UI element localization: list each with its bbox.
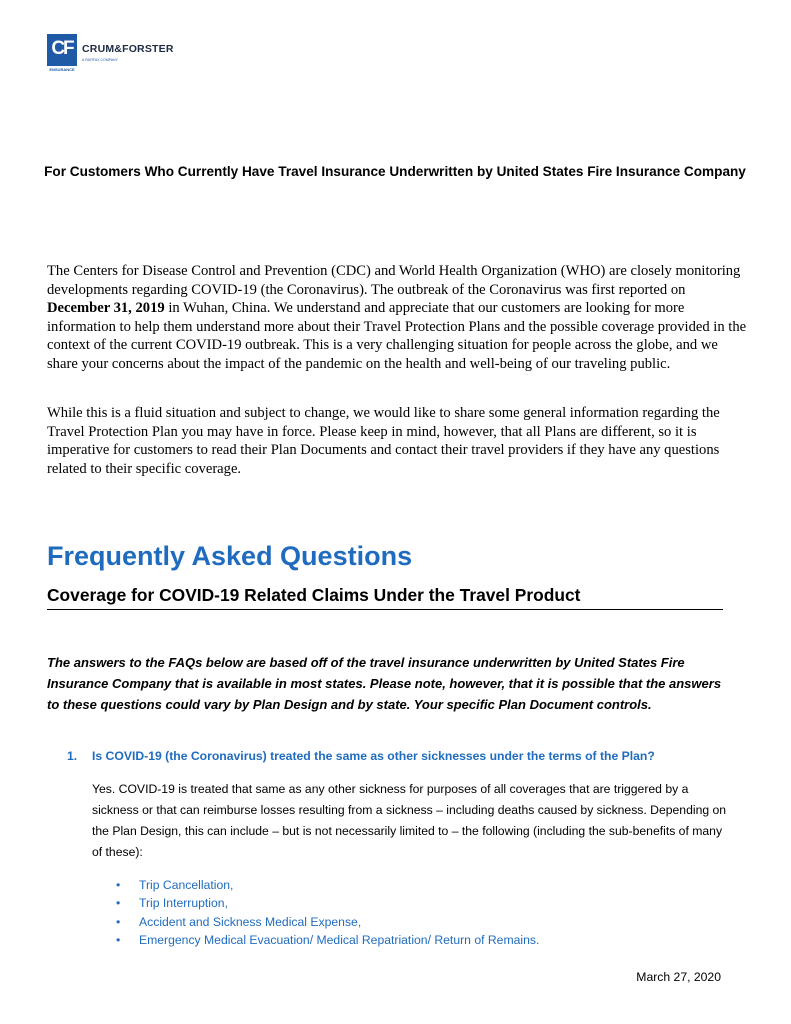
list-item-text: Emergency Medical Evacuation/ Medical Repatriation/ Return of Remains.: [139, 933, 540, 948]
list-item-text: Trip Interruption,: [139, 896, 228, 911]
disclaimer-paragraph: While this is a fluid situation and subject to change, we would like to share some general information regarding the Travel Protection Plan you may have in force. Please keep in mind, however, that all Plans are different, so it is imperative for customers to read their Plan Documents and contact their travel providers if they have any questions related to their specific coverage.: [47, 405, 720, 477]
section-divider: [47, 609, 723, 610]
question-text: Is COVID-19 (the Coronavirus) treated the same as other sicknesses under the terms of the Plan?: [92, 749, 655, 763]
list-item: [116, 894, 539, 912]
faq-subtitle: Coverage for COVID-19 Related Claims Under the Travel Product: [47, 585, 581, 605]
logo-mark-sub: ENSURANCE: [49, 67, 75, 72]
logo-company-name: CRUM&FORSTER: [82, 43, 174, 55]
list-item: [116, 913, 539, 931]
list-item-text: Accident and Sickness Medical Expense,: [139, 914, 362, 929]
question-number: 1.: [67, 749, 78, 763]
intro-paragraph-text-start: The Centers for Disease Control and Prevention (CDC) and World Health Organization (WHO) are closely monitoring developments regarding COVID-19 (the Coronavirus). The outbreak of the Coronavirus was first reported on: [47, 263, 741, 298]
faq-title: Frequently Asked Questions: [47, 541, 413, 571]
document-heading: For Customers Who Currently Have Travel Insurance Underwritten by United States Fire Insurance Company: [44, 164, 746, 179]
intro-paragraph-text-end: in Wuhan, China. We understand and appreciate that our customers are looking for more information to help them understand more about their Travel Protection Plans and the possible coverage provided in the context of the current COVID-19 outbreak. This is a very challenging situation for people across the globe, and we share your concerns about the impact of the pandemic on the health and well-being of our traveling public.: [47, 300, 747, 372]
faq-question-1: [67, 747, 655, 765]
logo-mark-letters: CF: [51, 38, 73, 59]
logo-mark: [47, 34, 77, 72]
bullet-icon: •: [116, 914, 121, 929]
bullet-icon: •: [116, 933, 121, 948]
intro-paragraph: [47, 262, 747, 373]
list-item: [116, 876, 539, 894]
list-item-text: Trip Cancellation,: [139, 878, 234, 892]
outbreak-date: December 31, 2019: [47, 300, 165, 316]
logo-text: [82, 43, 174, 62]
coverage-list: [116, 876, 539, 950]
logo-tagline: A FAIRFAX COMPANY: [82, 58, 118, 62]
list-item: [116, 931, 539, 949]
bullet-icon: •: [116, 896, 121, 911]
document-date: March 27, 2020: [636, 970, 721, 984]
faq-intro: The answers to the FAQs below are based off of the travel insurance underwritten by United States Fire Insurance Company that is available in most states. Please note, however, that it is possible that the answers to these questions could vary by Plan Design and by state. Your specific Plan Document controls.: [47, 655, 722, 712]
bullet-icon: •: [116, 878, 121, 892]
faq-answer-1: Yes. COVID-19 is treated that same as any other sickness for purposes of all coverages that are triggered by a sickness or that can reimburse losses resulting from a sickness – including deaths caused by sickness. Depending on the Plan Design, this can include – but is not necessarily limited to – the following (including the sub-benefits of many of these):: [92, 782, 727, 859]
company-logo: [47, 34, 174, 72]
